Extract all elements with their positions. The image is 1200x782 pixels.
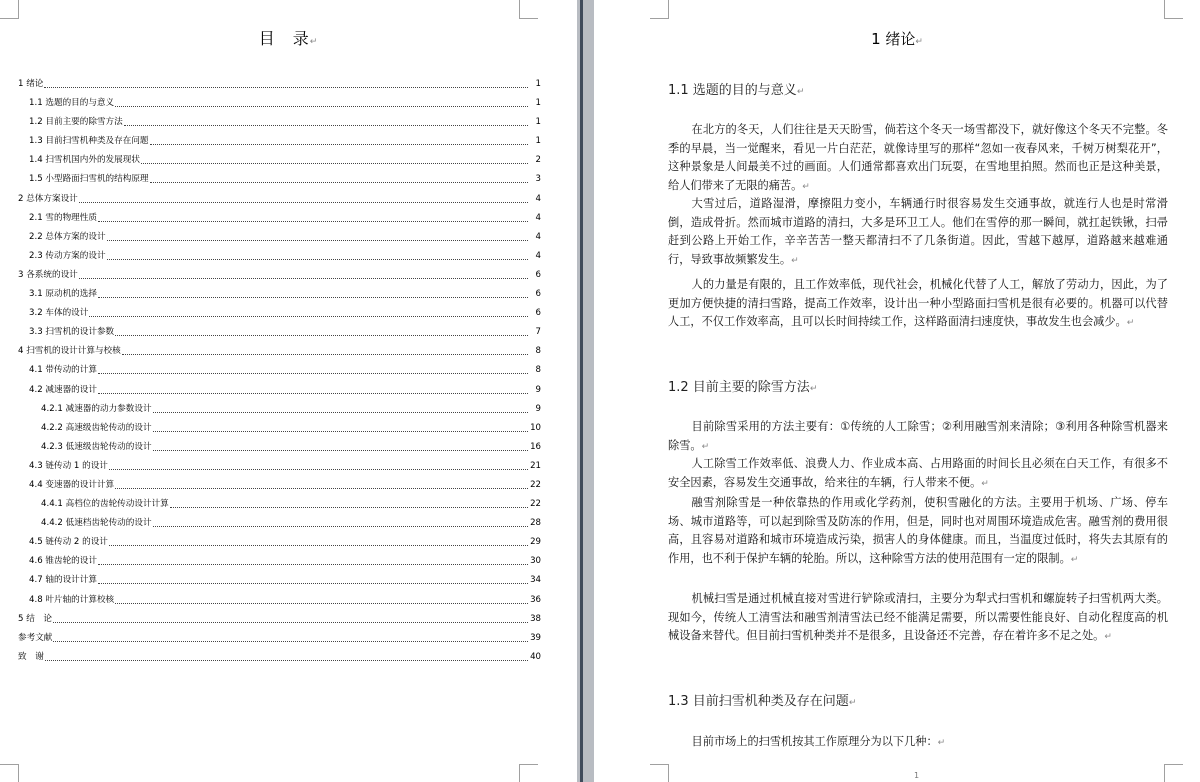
toc-entry[interactable] (18, 361, 541, 380)
paragraph: 机械扫雪是通过机械直接对雪进行铲除或清扫，主要分为犁式扫雪机和螺旋转子扫雪机两大类。现如今，传统人工清雪法和融雪剂清雪法已经不能满足需要，所以需要性能良好、自动化程度高的机械设备来替代。但目前扫雪机种类并不是很多，且设备还不完善，存在着许多不足之处。↵ (668, 592, 1168, 643)
crop-mark (650, 764, 669, 782)
toc-leader-dots (153, 514, 528, 527)
toc-leader-dots (98, 285, 528, 298)
toc-leader-dots (107, 247, 528, 260)
toc-page-number: 1 (535, 136, 541, 147)
toc-page-number: 21 (530, 460, 541, 471)
chapter-title: 1 绪论↵ (871, 30, 923, 48)
toc-leader-dots (115, 323, 528, 336)
toc-leader-dots (98, 381, 528, 394)
toc-page-number: 16 (530, 441, 541, 452)
toc-leader-dots (124, 113, 528, 126)
toc-list (18, 75, 541, 667)
toc-page-number: 6 (535, 289, 541, 300)
toc-entry[interactable] (18, 381, 541, 400)
toc-entry-text: 3.2 车体的设计 (29, 308, 89, 319)
toc-entry[interactable] (18, 247, 541, 266)
toc-entry[interactable] (18, 94, 541, 113)
toc-entry-text: 1.5 小型路面扫雪机的结构原理 (29, 174, 149, 185)
toc-entry[interactable] (18, 75, 541, 94)
toc-entry[interactable] (18, 495, 541, 514)
toc-page-number: 1 (535, 79, 541, 89)
toc-entry-text: 4.2.1 减速器的动力参数设计 (41, 403, 152, 414)
toc-page-number: 6 (535, 308, 541, 319)
toc-entry-text: 4.3 链传动 1 的设计 (29, 460, 108, 471)
toc-leader-dots (98, 571, 528, 584)
crop-mark (0, 764, 19, 782)
toc-entry[interactable] (18, 533, 541, 552)
toc-entry[interactable] (18, 629, 541, 648)
toc-entry[interactable] (18, 285, 541, 304)
toc-entry[interactable] (18, 113, 541, 132)
toc-entry[interactable] (18, 457, 541, 476)
toc-entry[interactable] (18, 514, 541, 533)
toc-entry-text: 4.5 链传动 2 的设计 (29, 537, 108, 548)
crop-mark (519, 0, 538, 19)
toc-entry-text: 4.4.2 低速档齿轮传动的设计 (41, 518, 152, 529)
toc-leader-dots (115, 94, 528, 107)
toc-entry-text: 4.4.1 高档位的齿轮传动设计计算 (41, 499, 169, 510)
toc-leader-dots (115, 591, 528, 604)
toc-entry[interactable] (18, 648, 541, 667)
toc-entry-text: 2.2 总体方案的设计 (29, 231, 106, 242)
toc-entry-text: 4.2.2 高速级齿轮传动的设计 (41, 422, 152, 433)
toc-entry-text: 1.4 扫雪机国内外的发展现状 (29, 155, 140, 166)
toc-leader-dots (79, 190, 528, 203)
toc-entry[interactable] (18, 342, 541, 361)
toc-leader-dots (109, 457, 528, 470)
toc-entry-text: 4.6 锥齿轮的设计 (29, 556, 97, 567)
toc-entry-text: 4 扫雪机的设计计算与校核 (18, 346, 121, 357)
toc-page-number: 28 (530, 518, 541, 529)
section-heading: 1.1 选题的目的与意义↵ (668, 83, 805, 98)
toc-entry-text: 参考文献 (18, 632, 53, 643)
section-heading: 1.3 目前扫雪机种类及存在问题↵ (668, 694, 857, 709)
toc-page-number: 1 (535, 117, 541, 128)
toc-leader-dots (98, 209, 528, 222)
toc-entry[interactable] (18, 304, 541, 323)
toc-page-number: 6 (535, 269, 541, 280)
toc-page-number: 2 (535, 155, 541, 166)
toc-page-number: 7 (535, 327, 541, 338)
toc-leader-dots (44, 75, 528, 88)
toc-leader-dots (53, 610, 528, 623)
toc-entry[interactable] (18, 266, 541, 285)
paragraph: 目前市场上的扫雪机按其工作原理分为以下几种：↵ (691, 735, 946, 748)
paragraph: 在北方的冬天，人们往往是天天盼雪，倘若这个冬天一场雪都没下，就好像这个冬天不完整。冬季的早晨，当一觉醒来，看见一片白茫茫，就像诗里写的那样“忽如一夜春风来，千树万树梨花开”，这种景象是人间最美不过的画面。人们通常都喜欢出门玩耍，在雪地里拍照。然而也正是这种美景，给人们带来了无限的痛苦。↵ (668, 123, 1168, 192)
toc-leader-dots (150, 170, 528, 183)
paragraph: 目前除雪采用的方法主要有：①传统的人工除雪；②利用融雪剂来清除；③利用各种除雪机器来除雪。↵ (668, 420, 1168, 452)
toc-entry[interactable] (18, 190, 541, 209)
paragraph: 人工除雪工作效率低、浪费人力、作业成本高、占用路面的时间长且必须在白天工作，有很多不安全因素，容易发生交通事故，给来往的车辆，行人带来不便。↵ (668, 457, 1168, 489)
toc-leader-dots (107, 228, 528, 241)
toc-page-number: 8 (535, 365, 541, 376)
toc-page-number: 8 (535, 346, 541, 357)
toc-page-number: 4 (535, 212, 541, 223)
toc-entry[interactable] (18, 400, 541, 419)
toc-entry-text: 4.7 轴的设计计算 (29, 575, 97, 586)
toc-entry[interactable] (18, 476, 541, 495)
toc-page-number: 34 (530, 575, 541, 586)
toc-entry[interactable] (18, 591, 541, 610)
toc-page-number: 10 (530, 422, 541, 433)
toc-leader-dots (122, 342, 528, 355)
toc-entry-text: 3.3 扫雪机的设计参数 (29, 327, 115, 338)
toc-entry-text: 4.1 带传动的计算 (29, 365, 97, 376)
toc-entry[interactable] (18, 610, 541, 629)
toc-page (0, 0, 577, 782)
toc-leader-dots (153, 419, 528, 432)
crop-mark (650, 0, 669, 19)
crop-mark (1164, 0, 1183, 19)
toc-page-number: 1 (535, 98, 541, 109)
toc-leader-dots (98, 361, 528, 374)
toc-entry-text: 1.3 目前扫雪机种类及存在问题 (29, 136, 149, 147)
paragraph: 大雪过后，道路湿滑，摩擦阻力变小，车辆通行时很容易发生交通事故，就连行人也是时常滑倒，造成骨折。然而城市道路的清扫，大多是环卫工人。他们在雪停的那一瞬间，就扛起铁锹，扫帚赶到公路上开始工作，辛辛苦苦一整天都清扫不了几条街道。因此，雪越下越厚，道路越来越难通行，导致事故频繁发生。↵ (668, 197, 1168, 266)
toc-entry[interactable] (18, 132, 541, 151)
toc-entry[interactable] (18, 151, 541, 170)
toc-entry-text: 2.3 传动方案的设计 (29, 250, 106, 261)
toc-entry[interactable] (18, 228, 541, 247)
toc-leader-dots (150, 132, 528, 145)
toc-leader-dots (141, 151, 528, 164)
toc-entry[interactable] (18, 170, 541, 189)
toc-page-number: 22 (530, 479, 541, 490)
page-number: 1 (914, 771, 920, 780)
toc-entry-text: 3 各系统的设计 (18, 269, 78, 280)
toc-entry[interactable] (18, 323, 541, 342)
toc-entry[interactable] (18, 209, 541, 228)
toc-leader-dots (153, 400, 528, 413)
toc-page-number: 36 (530, 594, 541, 605)
toc-entry[interactable] (18, 438, 541, 457)
toc-page-number: 4 (535, 250, 541, 261)
toc-entry-text: 致 谢 (18, 651, 44, 662)
crop-mark (1164, 764, 1183, 782)
paragraph: 人的力量是有限的，且工作效率低，现代社会，机械化代替了人工，解放了劳动力，因此，为了更加方便快捷的清扫雪路，提高工作效率，设计出一种小型路面扫雪机是很有必要的。机器可以代替人工，不仅工作效率高，且可以长时间持续工作，这样路面清扫速度快，事故发生也会减少。↵ (668, 278, 1168, 329)
crop-mark (519, 764, 538, 782)
toc-leader-dots (153, 438, 528, 451)
toc-leader-dots (79, 266, 528, 279)
toc-page-number: 29 (530, 537, 541, 548)
toc-entry-text: 1.2 目前主要的除雪方法 (29, 117, 123, 128)
toc-entry-text: 2 总体方案设计 (18, 193, 78, 204)
crop-mark (0, 0, 19, 19)
toc-entry-text: 4.2 减速器的设计 (29, 384, 97, 395)
toc-entry-text: 4.8 叶片轴的计算校核 (29, 594, 115, 605)
toc-page-number: 30 (530, 556, 541, 567)
toc-leader-dots (170, 495, 528, 508)
toc-page-number: 40 (530, 651, 541, 662)
toc-page-number: 22 (530, 499, 541, 510)
toc-page-number: 9 (535, 403, 541, 414)
toc-page-number: 39 (530, 632, 541, 643)
toc-title: 目 录↵ (258, 29, 319, 48)
toc-page-number: 38 (530, 613, 541, 624)
body-page (594, 0, 1200, 782)
paragraph: 融雪剂除雪是一种依靠热的作用或化学药剂，使积雪融化的方法。主要用于机场、广场、停车场、城市道路等，可以起到除雪及防冻的作用，但是，同时也对周围环境造成危害。融雪剂的费用很高，且容易对道路和城市环境造成污染，损害人的身体健康。而且，当温度过低时，将失去其原有的作用，也不利于保护车辆的轮胎。所以，这种除雪方法的使用范围有一定的限制。↵ (668, 496, 1168, 565)
toc-leader-dots (109, 533, 528, 546)
toc-leader-dots (89, 304, 528, 317)
toc-entry-text: 1 绪论 (18, 79, 44, 89)
toc-entry-text: 4.4 变速器的设计计算 (29, 479, 115, 490)
toc-entry-text: 2.1 雪的物理性质 (29, 212, 97, 223)
toc-leader-dots (98, 552, 528, 565)
toc-entry-text: 4.2.3 低速级齿轮传动的设计 (41, 441, 152, 452)
toc-leader-dots (53, 629, 528, 642)
toc-leader-dots (115, 476, 528, 489)
toc-entry[interactable] (18, 552, 541, 571)
toc-entry-text: 3.1 原动机的选择 (29, 289, 97, 300)
section-heading: 1.2 目前主要的除雪方法↵ (668, 380, 818, 395)
toc-entry[interactable] (18, 571, 541, 590)
toc-page-number: 4 (535, 193, 541, 204)
page-divider (577, 0, 594, 782)
toc-leader-dots (45, 648, 528, 661)
toc-page-number: 9 (535, 384, 541, 395)
toc-page-number: 4 (535, 231, 541, 242)
toc-entry-text: 1.1 选题的目的与意义 (29, 98, 115, 109)
toc-entry-text: 5 结 论 (18, 613, 52, 624)
toc-page-number: 3 (535, 174, 541, 185)
toc-entry[interactable] (18, 419, 541, 438)
